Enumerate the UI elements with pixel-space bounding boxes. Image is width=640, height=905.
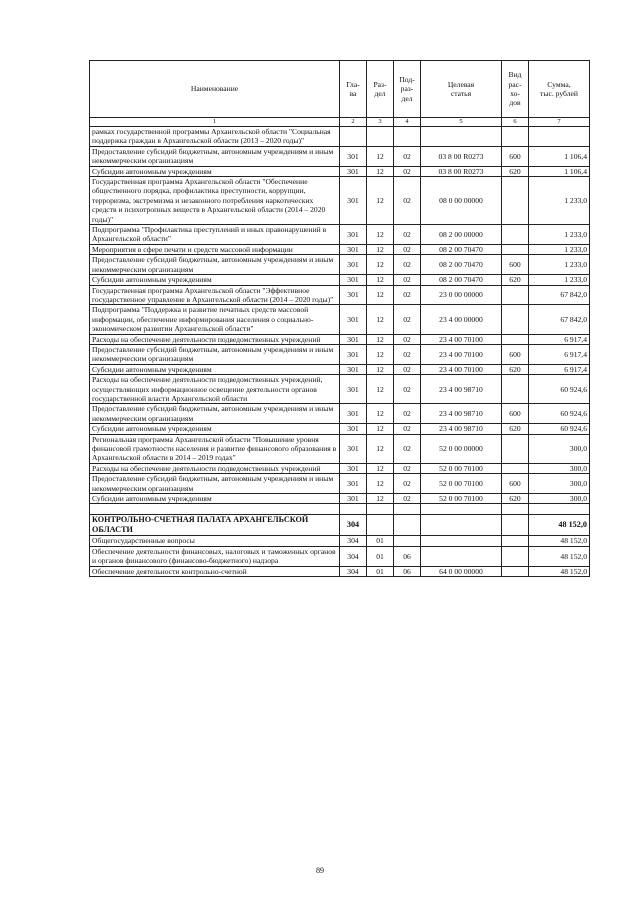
cell-sum: 1 233,0: [529, 225, 590, 245]
cell-sum: 1 106,4: [529, 146, 590, 166]
cell-name: Региональная программа Архангельской области "Повышение уровня финансовой грамотности населения и развитие финансового образования в Архангельской области в 2014 – 2019 годах": [90, 434, 340, 463]
cell-target: 03 8 00 R0273: [421, 166, 502, 176]
cell-vid: [502, 285, 529, 305]
cell-razdel: 12: [367, 364, 394, 374]
cell-sum: 300,0: [529, 494, 590, 504]
header-sum: Сумма, тыс. рублей: [529, 61, 590, 118]
cell-target: [421, 515, 502, 536]
cell-target: 23 0 00 00000: [421, 285, 502, 305]
cell-target: 08 2 00 70470: [421, 244, 502, 254]
cell-name: Государственная программа Архангельской области "Эффективное государственное управление в Архангельской области (2014 – 2020 годы)": [90, 285, 340, 305]
cell-glava: 301: [340, 463, 367, 473]
cell-name: Предоставление субсидий бюджетным, автономным учреждениям и иным некоммерческим организациям: [90, 344, 340, 364]
cell-name: КОНТРОЛЬНО-СЧЕТНАЯ ПАЛАТА АРХАНГЕЛЬСКОЙ ОБЛАСТИ: [90, 515, 340, 536]
cell-glava: 301: [340, 146, 367, 166]
cell-glava: 301: [340, 364, 367, 374]
cell-razdel: 12: [367, 225, 394, 245]
table-header-row: [90, 61, 590, 118]
cell-podrazdel: [394, 127, 421, 147]
cell-name: Обеспечение деятельности финансовых, налоговых и таможенных органов и органов финансового (финансово-бюджетного) надзора: [90, 546, 340, 566]
cell-razdel: [367, 515, 394, 536]
cell-podrazdel: 02: [394, 364, 421, 374]
table-row: [90, 364, 590, 374]
cell-podrazdel: 02: [394, 305, 421, 334]
cell-name: Субсидии автономным учреждениям: [90, 424, 340, 434]
cell-glava: [340, 127, 367, 147]
cell-glava: 301: [340, 434, 367, 463]
table-row: [90, 127, 590, 147]
cell-podrazdel: 02: [394, 474, 421, 494]
cell-vid: 620: [502, 424, 529, 434]
table-row: [90, 244, 590, 254]
table-row: [90, 146, 590, 166]
column-number: 6: [502, 118, 529, 127]
cell-target: 64 0 00 00000: [421, 566, 502, 576]
cell-podrazdel: 02: [394, 404, 421, 424]
cell-podrazdel: 02: [394, 177, 421, 225]
page-number: 89: [316, 866, 324, 875]
table-row: [90, 566, 590, 576]
cell-name: Предоставление субсидий бюджетным, автономным учреждениям и иным некоммерческим организациям: [90, 255, 340, 275]
cell-vid: [502, 566, 529, 576]
cell-sum: 60 924,6: [529, 404, 590, 424]
table-row: [90, 166, 590, 176]
cell-vid: [502, 434, 529, 463]
cell-podrazdel: 02: [394, 225, 421, 245]
cell-target: 23 4 00 70100: [421, 334, 502, 344]
cell-podrazdel: 02: [394, 463, 421, 473]
cell-sum: 300,0: [529, 474, 590, 494]
cell-target: 08 2 00 00000: [421, 225, 502, 245]
cell-sum: 6 917,4: [529, 364, 590, 374]
table-row: [90, 546, 590, 566]
cell-razdel: 12: [367, 494, 394, 504]
cell-sum: 1 233,0: [529, 275, 590, 285]
cell-target: [421, 546, 502, 566]
table-row: [90, 404, 590, 424]
header-target: Целевая статья: [421, 61, 502, 118]
cell-target: 08 2 00 70470: [421, 275, 502, 285]
empty-cell: [421, 504, 502, 515]
cell-vid: [502, 463, 529, 473]
cell-razdel: 01: [367, 536, 394, 546]
table-row: [90, 375, 590, 404]
cell-target: 52 0 00 70100: [421, 463, 502, 473]
header-podrazdel: Под- раз- дел: [394, 61, 421, 118]
cell-podrazdel: 06: [394, 546, 421, 566]
cell-glava: 301: [340, 244, 367, 254]
header-vid: Вид рас- хо- дов: [502, 61, 529, 118]
cell-name: Расходы на обеспечение деятельности подведомственных учреждений: [90, 334, 340, 344]
cell-razdel: 12: [367, 434, 394, 463]
cell-glava: 301: [340, 404, 367, 424]
cell-glava: 301: [340, 424, 367, 434]
cell-vid: [502, 225, 529, 245]
cell-name: Предоставление субсидий бюджетным, автономным учреждениям и иным некоммерческим организациям: [90, 404, 340, 424]
table-row: [90, 305, 590, 334]
cell-name: Государственная программа Архангельской области "Обеспечение общественного порядка, профилактика преступности, коррупции, терроризма, экстремизма и незаконного потребления наркотических средств и психотропных веществ в Архангельской области (2014 – 2020 годы)": [90, 177, 340, 225]
cell-glava: 301: [340, 225, 367, 245]
cell-podrazdel: 02: [394, 285, 421, 305]
cell-sum: 48 152,0: [529, 536, 590, 546]
table-body: [90, 127, 590, 577]
cell-glava: 301: [340, 334, 367, 344]
cell-razdel: 12: [367, 146, 394, 166]
cell-glava: 301: [340, 375, 367, 404]
cell-target: 08 2 00 70470: [421, 255, 502, 275]
cell-razdel: 12: [367, 474, 394, 494]
column-number: 2: [340, 118, 367, 127]
cell-target: 23 4 00 70100: [421, 344, 502, 364]
cell-vid: [502, 536, 529, 546]
cell-name: Подпрограмма "Профилактика преступлений и иных правонарушений в Архангельской области": [90, 225, 340, 245]
cell-vid: 620: [502, 166, 529, 176]
cell-glava: 301: [340, 177, 367, 225]
header-razdel: Раз- дел: [367, 61, 394, 118]
cell-target: 08 0 00 00000: [421, 177, 502, 225]
cell-sum: 6 917,4: [529, 334, 590, 344]
cell-glava: 304: [340, 536, 367, 546]
cell-sum: 67 842,0: [529, 285, 590, 305]
cell-podrazdel: 02: [394, 275, 421, 285]
cell-razdel: 12: [367, 344, 394, 364]
cell-target: 23 4 00 70100: [421, 364, 502, 374]
cell-podrazdel: 02: [394, 244, 421, 254]
empty-cell: [367, 504, 394, 515]
empty-cell: [394, 504, 421, 515]
cell-target: 52 0 00 00000: [421, 434, 502, 463]
cell-razdel: [367, 127, 394, 147]
table-row: [90, 334, 590, 344]
cell-razdel: 12: [367, 463, 394, 473]
cell-name: Субсидии автономным учреждениям: [90, 166, 340, 176]
cell-podrazdel: 06: [394, 566, 421, 576]
cell-sum: 60 924,6: [529, 375, 590, 404]
cell-name: Субсидии автономным учреждениям: [90, 494, 340, 504]
empty-cell: [90, 504, 340, 515]
table-row: [90, 434, 590, 463]
cell-sum: [529, 127, 590, 147]
cell-target: 23 4 00 98710: [421, 375, 502, 404]
table-row: [90, 515, 590, 536]
cell-name: Подпрограмма "Поддержка и развитие печатных средств массовой информации, обеспечение информирования населения о социально-экономическом развитии Архангельской области": [90, 305, 340, 334]
cell-name: Общегосударственные вопросы: [90, 536, 340, 546]
cell-sum: 48 152,0: [529, 566, 590, 576]
cell-sum: 60 924,6: [529, 424, 590, 434]
cell-name: рамках государственной программы Архангельской области "Социальная поддержка граждан в Архангельской области (2013 – 2020 годы)": [90, 127, 340, 147]
cell-vid: 600: [502, 255, 529, 275]
cell-sum: 6 917,4: [529, 344, 590, 364]
cell-target: 23 4 00 00000: [421, 305, 502, 334]
cell-sum: 300,0: [529, 434, 590, 463]
cell-glava: 304: [340, 566, 367, 576]
column-number: 4: [394, 118, 421, 127]
cell-podrazdel: 02: [394, 146, 421, 166]
cell-vid: [502, 127, 529, 147]
cell-vid: [502, 334, 529, 344]
table-row: [90, 504, 590, 515]
cell-vid: [502, 546, 529, 566]
cell-podrazdel: 02: [394, 334, 421, 344]
cell-name: Предоставление субсидий бюджетным, автономным учреждениям и иным некоммерческим организациям: [90, 146, 340, 166]
cell-razdel: 12: [367, 404, 394, 424]
cell-sum: 1 233,0: [529, 255, 590, 275]
header-name: Наименование: [90, 61, 340, 118]
table-row: [90, 255, 590, 275]
cell-podrazdel: 02: [394, 255, 421, 275]
table-row: [90, 424, 590, 434]
cell-sum: 48 152,0: [529, 546, 590, 566]
cell-vid: 620: [502, 494, 529, 504]
cell-glava: 301: [340, 474, 367, 494]
cell-sum: 1 106,4: [529, 166, 590, 176]
cell-podrazdel: 02: [394, 344, 421, 364]
cell-glava: 301: [340, 166, 367, 176]
cell-vid: 620: [502, 364, 529, 374]
table-row: [90, 536, 590, 546]
cell-razdel: 12: [367, 285, 394, 305]
cell-target: 52 0 00 70100: [421, 474, 502, 494]
cell-name: Расходы на обеспечение деятельности подведомственных учреждений: [90, 463, 340, 473]
cell-glava: 301: [340, 494, 367, 504]
column-number: 3: [367, 118, 394, 127]
cell-glava: 301: [340, 305, 367, 334]
empty-cell: [340, 504, 367, 515]
table-row: [90, 177, 590, 225]
cell-sum: 67 842,0: [529, 305, 590, 334]
cell-name: Субсидии автономным учреждениям: [90, 275, 340, 285]
cell-vid: [502, 375, 529, 404]
cell-name: Расходы на обеспечение деятельности подведомственных учреждений, осуществляющих информационное освещение деятельности органов государственной власти Архангельской области: [90, 375, 340, 404]
cell-razdel: 12: [367, 375, 394, 404]
cell-target: 52 0 00 70100: [421, 494, 502, 504]
cell-podrazdel: 02: [394, 494, 421, 504]
cell-podrazdel: 02: [394, 424, 421, 434]
cell-razdel: 01: [367, 566, 394, 576]
cell-glava: 301: [340, 285, 367, 305]
cell-target: [421, 127, 502, 147]
cell-razdel: 12: [367, 255, 394, 275]
cell-razdel: 12: [367, 305, 394, 334]
cell-razdel: 12: [367, 424, 394, 434]
cell-vid: 600: [502, 344, 529, 364]
table-row: [90, 225, 590, 245]
cell-vid: [502, 177, 529, 225]
cell-target: 03 8 00 R0273: [421, 146, 502, 166]
cell-vid: 600: [502, 404, 529, 424]
table-row: [90, 463, 590, 473]
budget-table: [89, 60, 590, 577]
cell-vid: 600: [502, 474, 529, 494]
cell-name: Предоставление субсидий бюджетным, автономным учреждениям и иным некоммерческим организациям: [90, 474, 340, 494]
cell-vid: 620: [502, 275, 529, 285]
cell-target: 23 4 00 98710: [421, 404, 502, 424]
cell-razdel: 12: [367, 334, 394, 344]
column-number: 5: [421, 118, 502, 127]
table-row: [90, 285, 590, 305]
table-row: [90, 474, 590, 494]
empty-cell: [529, 504, 590, 515]
cell-sum: 48 152,0: [529, 515, 590, 536]
cell-razdel: 12: [367, 275, 394, 285]
cell-razdel: 12: [367, 244, 394, 254]
cell-glava: 301: [340, 275, 367, 285]
cell-vid: [502, 244, 529, 254]
cell-glava: 301: [340, 255, 367, 275]
cell-glava: 304: [340, 515, 367, 536]
column-number: 1: [90, 118, 340, 127]
cell-glava: 304: [340, 546, 367, 566]
cell-sum: 300,0: [529, 463, 590, 473]
cell-podrazdel: 02: [394, 166, 421, 176]
cell-podrazdel: 02: [394, 375, 421, 404]
cell-target: [421, 536, 502, 546]
table-row: [90, 344, 590, 364]
column-number-row: [90, 118, 590, 127]
cell-podrazdel: [394, 515, 421, 536]
cell-razdel: 01: [367, 546, 394, 566]
cell-vid: [502, 515, 529, 536]
cell-vid: 600: [502, 146, 529, 166]
cell-sum: 1 233,0: [529, 177, 590, 225]
header-glava: Гла- ва: [340, 61, 367, 118]
empty-cell: [502, 504, 529, 515]
cell-sum: 1 233,0: [529, 244, 590, 254]
table-row: [90, 494, 590, 504]
cell-razdel: 12: [367, 177, 394, 225]
cell-target: 23 4 00 98710: [421, 424, 502, 434]
column-number: 7: [529, 118, 590, 127]
cell-name: Субсидии автономным учреждениям: [90, 364, 340, 374]
cell-vid: [502, 305, 529, 334]
table-row: [90, 275, 590, 285]
cell-glava: 301: [340, 344, 367, 364]
cell-podrazdel: 02: [394, 434, 421, 463]
cell-razdel: 12: [367, 166, 394, 176]
cell-podrazdel: [394, 536, 421, 546]
cell-name: Обеспечение деятельности контрольно-счетной: [90, 566, 340, 576]
cell-name: Мероприятия в сфере печати и средств массовой информации: [90, 244, 340, 254]
